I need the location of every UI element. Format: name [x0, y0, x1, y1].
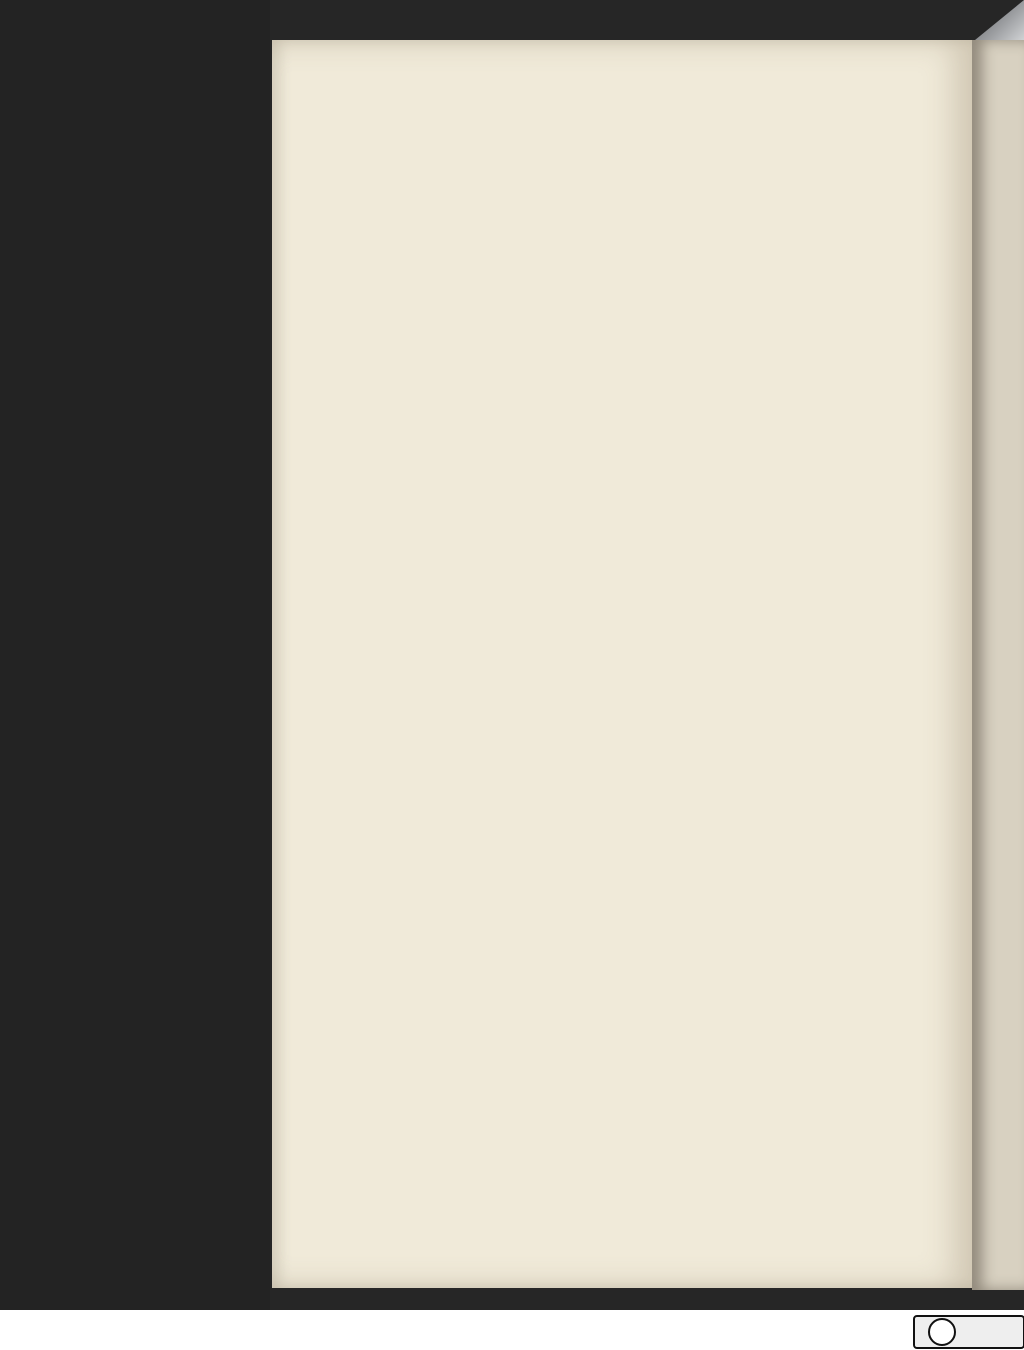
adjacent-page-edge	[972, 40, 1024, 1290]
footer-bar	[0, 1310, 1024, 1350]
license-badge[interactable]	[913, 1315, 1024, 1349]
cc-icon	[928, 1318, 956, 1346]
book-cover-background	[0, 0, 270, 1310]
corner-tab	[975, 0, 1024, 40]
book-page	[272, 40, 972, 1288]
